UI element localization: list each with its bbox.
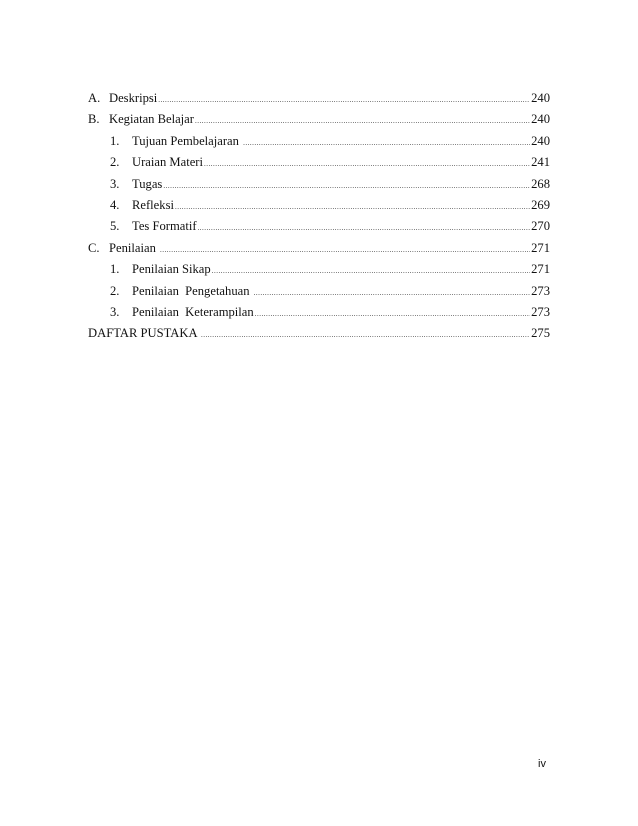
toc-entry-page: 275 bbox=[531, 326, 550, 341]
toc-entry-tujuan-pembelajaran bbox=[88, 131, 550, 152]
toc-entry-tugas bbox=[88, 174, 550, 195]
toc-entry-tes-formatif bbox=[88, 216, 550, 237]
toc-entry-number: B. bbox=[88, 112, 100, 127]
toc-entry-daftar-pustaka bbox=[88, 323, 550, 344]
toc-entry-page: 240 bbox=[531, 112, 550, 127]
toc-entry-page: 273 bbox=[531, 283, 550, 298]
dot-leader bbox=[195, 111, 530, 132]
toc-entry-label: Penilaian bbox=[109, 240, 160, 255]
toc-entry-page: 271 bbox=[531, 240, 550, 255]
toc-entry-number: 5. bbox=[110, 219, 120, 234]
toc-entry-number: 4. bbox=[110, 197, 120, 212]
toc-entry-label: Tes Formatif bbox=[132, 219, 197, 234]
dot-leader bbox=[243, 133, 530, 154]
dot-leader bbox=[204, 154, 530, 175]
toc-entry-penilaian-sikap bbox=[88, 259, 550, 280]
toc-entry-penilaian-keterampilan bbox=[88, 302, 550, 323]
toc-entry-label: Kegiatan Belajar bbox=[109, 112, 194, 127]
toc-entry-label: Penilaian Sikap bbox=[132, 262, 211, 277]
toc-entry-label: Penilaian Pengetahuan bbox=[132, 283, 253, 298]
toc-entry-page: 240 bbox=[531, 133, 550, 148]
toc-entry-page: 268 bbox=[531, 176, 550, 191]
toc-entry-label: DAFTAR PUSTAKA bbox=[88, 326, 201, 341]
toc-entry-number: 1. bbox=[110, 133, 120, 148]
toc-entry-number: A. bbox=[88, 91, 101, 105]
dot-leader bbox=[212, 261, 530, 282]
table-of-contents bbox=[88, 88, 550, 345]
toc-entry-penilaian bbox=[88, 238, 550, 259]
toc-entry-label: Refleksi bbox=[132, 197, 174, 212]
toc-entry-deskripsi bbox=[88, 88, 550, 109]
toc-entry-page: 270 bbox=[531, 219, 550, 234]
dot-leader bbox=[255, 304, 530, 325]
toc-entry-number: 3. bbox=[110, 176, 120, 191]
page-number: iv bbox=[538, 758, 546, 770]
toc-entry-number: 2. bbox=[110, 155, 120, 170]
toc-entry-number: 3. bbox=[110, 304, 120, 319]
toc-entry-label: Tugas bbox=[132, 176, 163, 191]
dot-leader bbox=[198, 218, 531, 239]
toc-entry-page: 273 bbox=[531, 304, 550, 319]
dot-leader bbox=[201, 325, 530, 346]
toc-entry-kegiatan-belajar bbox=[88, 109, 550, 130]
toc-entry-label: Deskripsi bbox=[109, 91, 158, 105]
toc-entry-label: Tujuan Pembelajaran bbox=[132, 133, 243, 148]
dot-leader bbox=[175, 197, 530, 218]
toc-entry-page: 241 bbox=[531, 155, 550, 170]
toc-entry-uraian-materi bbox=[88, 152, 550, 173]
toc-entry-label: Uraian Materi bbox=[132, 155, 203, 170]
toc-entry-number: 2. bbox=[110, 283, 120, 298]
toc-entry-page: 269 bbox=[531, 197, 550, 212]
toc-entry-page: 271 bbox=[531, 262, 550, 277]
toc-entry-label: Penilaian Keterampilan bbox=[132, 304, 254, 319]
toc-entry-number: 1. bbox=[110, 262, 120, 277]
toc-entry-page: 240 bbox=[531, 91, 550, 105]
dot-leader bbox=[163, 176, 530, 197]
dot-leader bbox=[160, 240, 530, 261]
toc-entry-number: C. bbox=[88, 240, 100, 255]
dot-leader bbox=[158, 90, 530, 111]
toc-entry-penilaian-pengetahuan bbox=[88, 281, 550, 302]
toc-entry-refleksi bbox=[88, 195, 550, 216]
dot-leader bbox=[254, 283, 530, 304]
